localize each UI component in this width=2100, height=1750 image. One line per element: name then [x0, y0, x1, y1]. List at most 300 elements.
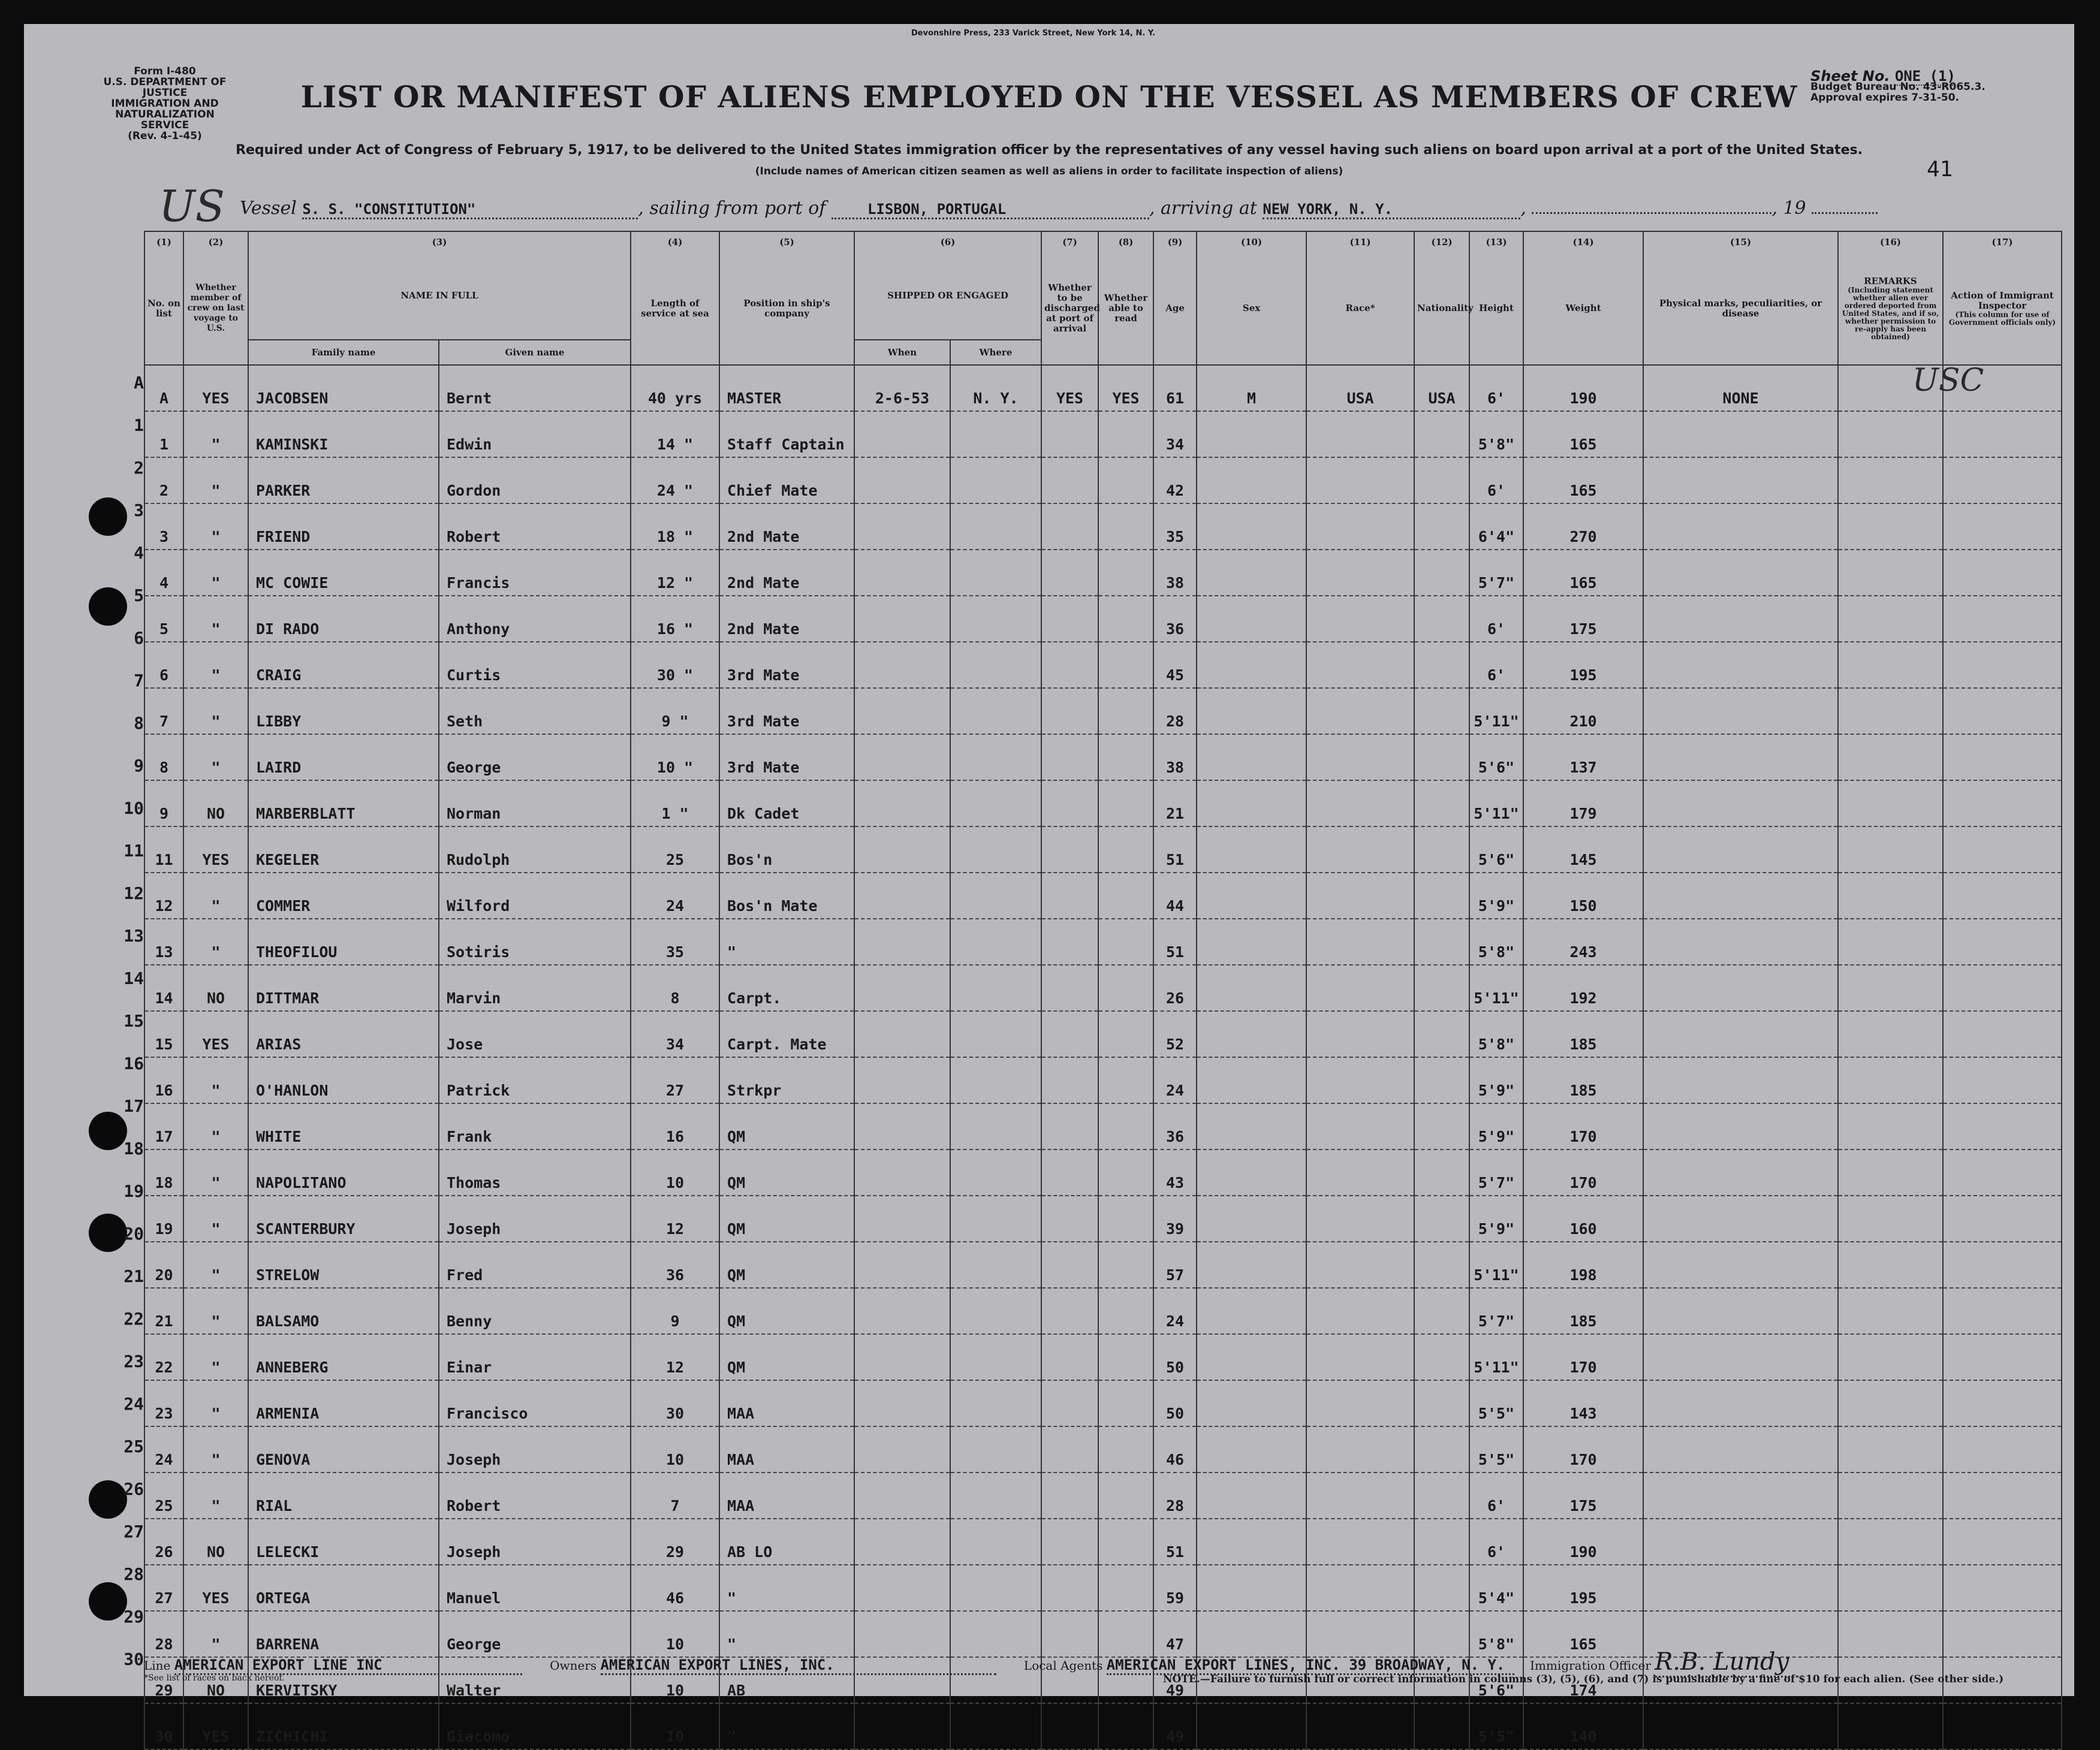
- cell-family-name: ZICHICHI: [248, 1703, 439, 1749]
- service: IMMIGRATION AND NATURALIZATION SERVICE: [111, 98, 219, 131]
- cell-race: [1306, 688, 1414, 734]
- cell-age: 44: [1153, 873, 1197, 919]
- cell-weight: 170: [1523, 1426, 1643, 1473]
- table-row: [144, 688, 2062, 734]
- cell-race: [1306, 411, 1414, 457]
- cell-given-name: Joseph: [439, 1519, 631, 1565]
- cell-race: [1306, 1057, 1414, 1103]
- cell-weight: 165: [1523, 411, 1643, 457]
- cell-physical-marks: [1643, 873, 1838, 919]
- cell-action: [1943, 1196, 2062, 1242]
- cell-physical-marks: [1643, 411, 1838, 457]
- cell-able-to-read: [1098, 965, 1153, 1011]
- cell-weight: 137: [1523, 734, 1643, 780]
- cell-race: [1306, 734, 1414, 780]
- penalty-note: NOTE.—Failure to furnish full or correct information in columns (3), (5), (6), and (7) is punishable by a fine of $10 for each alien. (See other side.): [1163, 1673, 2004, 1685]
- cell-discharged: [1041, 550, 1098, 596]
- cell-member: YES: [183, 365, 248, 411]
- cell-family-name: LIBBY: [248, 688, 439, 734]
- cell-service: 10: [631, 1611, 719, 1657]
- cell-weight: 185: [1523, 1011, 1643, 1057]
- cell-member: ": [183, 1103, 248, 1149]
- cell-position: Strkpr: [719, 1057, 854, 1103]
- cell-nationality: [1414, 965, 1469, 1011]
- cell-where: [950, 1334, 1041, 1380]
- header-given-name: Given name: [439, 340, 631, 365]
- cell-position: Dk Cadet: [719, 780, 854, 826]
- cell-nationality: [1414, 780, 1469, 826]
- cell-action: [1943, 688, 2062, 734]
- cell-race: [1306, 503, 1414, 550]
- cell-able-to-read: [1098, 826, 1153, 873]
- cell-given-name: Norman: [439, 780, 631, 826]
- cell-position: QM: [719, 1242, 854, 1288]
- cell-family-name: JACOBSEN: [248, 365, 439, 411]
- approval-expiry: Approval expires 7-31-50.: [1810, 92, 1960, 104]
- cell-discharged: [1041, 503, 1098, 550]
- cell-when: [854, 688, 950, 734]
- cell-race: [1306, 1426, 1414, 1473]
- table-row: [144, 596, 2062, 642]
- cell-action: [1943, 734, 2062, 780]
- cell-race: [1306, 965, 1414, 1011]
- cell-weight: 270: [1523, 503, 1643, 550]
- table-row: [144, 1380, 2062, 1426]
- cell-height: 6': [1469, 1519, 1523, 1565]
- cell-able-to-read: [1098, 1334, 1153, 1380]
- cell-service: 18 ": [631, 503, 719, 550]
- cell-sex: [1197, 1288, 1306, 1334]
- cell-remarks: [1838, 734, 1943, 780]
- cell-no: 7: [144, 688, 183, 734]
- cell-where: [950, 1519, 1041, 1565]
- line-label: Line: [144, 1658, 171, 1673]
- cell-no: 1: [144, 411, 183, 457]
- cell-sex: [1197, 1057, 1306, 1103]
- cell-nationality: [1414, 1103, 1469, 1149]
- cell-remarks: [1838, 1473, 1943, 1519]
- cell-sex: [1197, 1703, 1306, 1749]
- cell-physical-marks: [1643, 1519, 1838, 1565]
- cell-discharged: [1041, 873, 1098, 919]
- cell-remarks: [1838, 919, 1943, 965]
- table-row: [144, 734, 2062, 780]
- vessel-label: Vessel: [240, 198, 297, 219]
- cell-sex: [1197, 1565, 1306, 1611]
- sheet-info: [1810, 68, 2062, 104]
- table-row: [144, 1426, 2062, 1473]
- cell-sex: [1197, 642, 1306, 688]
- cell-weight: 185: [1523, 1057, 1643, 1103]
- date-blank: [1532, 212, 1771, 214]
- cell-member: NO: [183, 965, 248, 1011]
- handwritten-us-mark: US: [159, 181, 225, 231]
- cell-height: 6': [1469, 1473, 1523, 1519]
- cell-height: 5'7": [1469, 1149, 1523, 1196]
- table-row: [144, 1103, 2062, 1149]
- cell-no: 9: [144, 780, 183, 826]
- cell-no: 30: [144, 1703, 183, 1749]
- cell-nationality: [1414, 1011, 1469, 1057]
- cell-physical-marks: [1643, 1288, 1838, 1334]
- cell-nationality: [1414, 734, 1469, 780]
- cell-given-name: Joseph: [439, 1196, 631, 1242]
- cell-position: Chief Mate: [719, 457, 854, 503]
- cell-member: YES: [183, 826, 248, 873]
- cell-member: ": [183, 1057, 248, 1103]
- cell-family-name: BARRENA: [248, 1611, 439, 1657]
- cell-age: 52: [1153, 1011, 1197, 1057]
- cell-age: 24: [1153, 1057, 1197, 1103]
- cell-service: 27: [631, 1057, 719, 1103]
- cell-when: [854, 1703, 950, 1749]
- cell-weight: 170: [1523, 1334, 1643, 1380]
- cell-where: [950, 1103, 1041, 1149]
- cell-family-name: LELECKI: [248, 1519, 439, 1565]
- cell-nationality: [1414, 1565, 1469, 1611]
- margin-row-number: 30: [123, 1649, 144, 1669]
- cell-remarks: [1838, 1334, 1943, 1380]
- cell-race: [1306, 919, 1414, 965]
- cell-sex: [1197, 596, 1306, 642]
- cell-when: [854, 826, 950, 873]
- cell-height: 6': [1469, 365, 1523, 411]
- col-num: (10): [1197, 231, 1306, 252]
- owners-value: AMERICAN EXPORT LINES, INC.: [601, 1657, 996, 1675]
- col-num: (8): [1098, 231, 1153, 252]
- header-action: [1943, 252, 2062, 365]
- cell-where: [950, 1703, 1041, 1749]
- cell-discharged: [1041, 1149, 1098, 1196]
- cell-physical-marks: NONE: [1643, 365, 1838, 411]
- cell-height: 5'6": [1469, 826, 1523, 873]
- cell-physical-marks: [1643, 1334, 1838, 1380]
- cell-age: 43: [1153, 1149, 1197, 1196]
- cell-given-name: Seth: [439, 688, 631, 734]
- cell-given-name: Marvin: [439, 965, 631, 1011]
- officer-label: Immigration Officer: [1530, 1658, 1651, 1673]
- cell-position: 2nd Mate: [719, 550, 854, 596]
- cell-when: [854, 1149, 950, 1196]
- cell-service: 29: [631, 1519, 719, 1565]
- cell-position: QM: [719, 1334, 854, 1380]
- cell-weight: 192: [1523, 965, 1643, 1011]
- vessel-line: Vessel S. S. "CONSTITUTION" , sailing from port of LISBON, PORTUGAL , arriving at NEW YORK, N. Y. , , 19: [240, 198, 1878, 219]
- cell-position: 2nd Mate: [719, 503, 854, 550]
- cell-given-name: Rudolph: [439, 826, 631, 873]
- cell-physical-marks: [1643, 1057, 1838, 1103]
- cell-age: 50: [1153, 1334, 1197, 1380]
- cell-where: [950, 826, 1041, 873]
- cell-height: 5'9": [1469, 1057, 1523, 1103]
- table-row: [144, 1473, 2062, 1519]
- cell-nationality: [1414, 457, 1469, 503]
- cell-sex: [1197, 1103, 1306, 1149]
- col-num: (16): [1838, 231, 1943, 252]
- cell-remarks: [1838, 1703, 1943, 1749]
- cell-no: 2: [144, 457, 183, 503]
- cell-service: 12: [631, 1196, 719, 1242]
- cell-member: ": [183, 1149, 248, 1196]
- cell-able-to-read: [1098, 1103, 1153, 1149]
- margin-row-number: A: [134, 373, 144, 393]
- margin-row-number: 28: [123, 1564, 144, 1584]
- cell-sex: [1197, 1011, 1306, 1057]
- cell-where: [950, 965, 1041, 1011]
- cell-family-name: SCANTERBURY: [248, 1196, 439, 1242]
- cell-given-name: Benny: [439, 1288, 631, 1334]
- press-note: Devonshire Press, 233 Varick Street, New York 14, N. Y.: [911, 29, 1156, 38]
- cell-discharged: [1041, 965, 1098, 1011]
- cell-age: 34: [1153, 411, 1197, 457]
- cell-when: [854, 873, 950, 919]
- column-header-row: [144, 252, 2062, 340]
- cell-physical-marks: [1643, 1380, 1838, 1426]
- cell-physical-marks: [1643, 1426, 1838, 1473]
- crew-manifest-table: [144, 231, 2062, 1750]
- cell-sex: M: [1197, 365, 1306, 411]
- cell-nationality: [1414, 1196, 1469, 1242]
- cell-age: 57: [1153, 1242, 1197, 1288]
- cell-nationality: [1414, 642, 1469, 688]
- margin-row-number: 6: [134, 628, 144, 648]
- cell-action: [1943, 642, 2062, 688]
- cell-age: 50: [1153, 1380, 1197, 1426]
- header-name-in-full: NAME IN FULL: [248, 252, 631, 340]
- cell-age: 49: [1153, 1703, 1197, 1749]
- cell-weight: 195: [1523, 1565, 1643, 1611]
- cell-remarks: [1838, 1565, 1943, 1611]
- cell-height: 6': [1469, 642, 1523, 688]
- cell-remarks: [1838, 1103, 1943, 1149]
- table-row: [144, 1703, 2062, 1749]
- cell-age: 51: [1153, 919, 1197, 965]
- revision: (Rev. 4-1-45): [128, 130, 202, 142]
- cell-action: [1943, 1519, 2062, 1565]
- cell-nationality: [1414, 826, 1469, 873]
- cell-nationality: [1414, 1288, 1469, 1334]
- cell-when: [854, 1011, 950, 1057]
- cell-family-name: WHITE: [248, 1103, 439, 1149]
- cell-discharged: [1041, 1242, 1098, 1288]
- cell-race: [1306, 1242, 1414, 1288]
- cell-able-to-read: [1098, 1380, 1153, 1426]
- col-num: (13): [1469, 231, 1523, 252]
- cell-where: [950, 1380, 1041, 1426]
- sheet-number: [1810, 68, 2062, 85]
- cell-height: 5'5": [1469, 1426, 1523, 1473]
- cell-able-to-read: YES: [1098, 365, 1153, 411]
- table-row: [144, 642, 2062, 688]
- cell-when: [854, 503, 950, 550]
- cell-member: NO: [183, 1519, 248, 1565]
- cell-family-name: ANNEBERG: [248, 1334, 439, 1380]
- cell-action: [1943, 1103, 2062, 1149]
- col-num: (11): [1306, 231, 1414, 252]
- cell-position: ": [719, 919, 854, 965]
- cell-where: N. Y.: [950, 365, 1041, 411]
- cell-height: 5'8": [1469, 919, 1523, 965]
- header-weight: Weight: [1523, 252, 1643, 365]
- column-number-row: [144, 231, 2062, 252]
- cell-discharged: [1041, 1426, 1098, 1473]
- cell-age: 35: [1153, 503, 1197, 550]
- margin-row-number: 19: [123, 1181, 144, 1201]
- cell-given-name: Francis: [439, 550, 631, 596]
- cell-physical-marks: [1643, 1011, 1838, 1057]
- header-sex: Sex: [1197, 252, 1306, 365]
- cell-weight: 190: [1523, 1519, 1643, 1565]
- cell-when: [854, 1057, 950, 1103]
- cell-when: [854, 1196, 950, 1242]
- cell-member: ": [183, 688, 248, 734]
- cell-race: [1306, 1380, 1414, 1426]
- cell-weight: 175: [1523, 1473, 1643, 1519]
- table-row: [144, 1519, 2062, 1565]
- cell-discharged: [1041, 642, 1098, 688]
- cell-family-name: KAMINSKI: [248, 411, 439, 457]
- cell-remarks: [1838, 1519, 1943, 1565]
- cell-age: 51: [1153, 1519, 1197, 1565]
- cell-race: [1306, 1519, 1414, 1565]
- table-row: [144, 780, 2062, 826]
- cell-no: 25: [144, 1473, 183, 1519]
- cell-weight: 145: [1523, 826, 1643, 873]
- cell-position: ": [719, 1565, 854, 1611]
- cell-when: [854, 411, 950, 457]
- cell-action: [1943, 1011, 2062, 1057]
- cell-no: 16: [144, 1057, 183, 1103]
- cell-physical-marks: [1643, 550, 1838, 596]
- cell-action: [1943, 1149, 2062, 1196]
- cell-when: [854, 1103, 950, 1149]
- margin-row-number: 4: [134, 543, 144, 563]
- cell-nationality: [1414, 1519, 1469, 1565]
- cell-able-to-read: [1098, 1011, 1153, 1057]
- cell-member: ": [183, 1380, 248, 1426]
- cell-discharged: [1041, 411, 1098, 457]
- cell-remarks: [1838, 596, 1943, 642]
- cell-given-name: Patrick: [439, 1057, 631, 1103]
- cell-service: 10 ": [631, 734, 719, 780]
- margin-row-number: 27: [123, 1522, 144, 1541]
- cell-weight: 165: [1523, 550, 1643, 596]
- cell-where: [950, 734, 1041, 780]
- cell-age: 21: [1153, 780, 1197, 826]
- header-family-name: Family name: [248, 340, 439, 365]
- cell-height: 6': [1469, 596, 1523, 642]
- cell-race: [1306, 1334, 1414, 1380]
- col-num: (2): [183, 231, 248, 252]
- table-row: [144, 1196, 2062, 1242]
- cell-remarks: [1838, 780, 1943, 826]
- col-num: (1): [144, 231, 183, 252]
- cell-where: [950, 1473, 1041, 1519]
- cell-given-name: Robert: [439, 1473, 631, 1519]
- cell-race: [1306, 1288, 1414, 1334]
- cell-height: 5'8": [1469, 1611, 1523, 1657]
- arriving-label: arriving at: [1161, 198, 1257, 219]
- cell-position: 3rd Mate: [719, 688, 854, 734]
- col-num: (4): [631, 231, 719, 252]
- cell-when: [854, 1565, 950, 1611]
- cell-physical-marks: [1643, 1103, 1838, 1149]
- inclusion-note: (Include names of American citizen seamen as well as aliens in order to facilitate inspection of aliens): [755, 165, 1343, 177]
- cell-service: 12: [631, 1334, 719, 1380]
- sailing-label: sailing from port of: [649, 198, 826, 219]
- cell-age: 28: [1153, 688, 1197, 734]
- cell-position: AB: [719, 1657, 854, 1703]
- cell-weight: 195: [1523, 642, 1643, 688]
- cell-position: Bos'n Mate: [719, 873, 854, 919]
- cell-member: ": [183, 503, 248, 550]
- header-height: Height: [1469, 252, 1523, 365]
- cell-action: [1943, 826, 2062, 873]
- cell-age: 38: [1153, 734, 1197, 780]
- cell-physical-marks: [1643, 965, 1838, 1011]
- cell-sex: [1197, 873, 1306, 919]
- cell-able-to-read: [1098, 1242, 1153, 1288]
- cell-when: [854, 780, 950, 826]
- cell-where: [950, 1288, 1041, 1334]
- cell-age: 39: [1153, 1196, 1197, 1242]
- cell-sex: [1197, 1334, 1306, 1380]
- cell-no: 26: [144, 1519, 183, 1565]
- cell-service: 10: [631, 1657, 719, 1703]
- cell-no: 6: [144, 642, 183, 688]
- cell-no: 22: [144, 1334, 183, 1380]
- margin-row-number: 12: [123, 883, 144, 903]
- cell-sex: [1197, 503, 1306, 550]
- cell-remarks: [1838, 1288, 1943, 1334]
- cell-race: [1306, 1565, 1414, 1611]
- cell-age: 49: [1153, 1657, 1197, 1703]
- cell-physical-marks: [1643, 826, 1838, 873]
- cell-race: [1306, 780, 1414, 826]
- cell-able-to-read: [1098, 1519, 1153, 1565]
- header-where: Where: [950, 340, 1041, 365]
- cell-remarks: [1838, 550, 1943, 596]
- cell-able-to-read: [1098, 919, 1153, 965]
- margin-row-number: 20: [123, 1224, 144, 1244]
- cell-physical-marks: [1643, 1149, 1838, 1196]
- cell-family-name: O'HANLON: [248, 1057, 439, 1103]
- cell-discharged: [1041, 1288, 1098, 1334]
- cell-discharged: [1041, 1196, 1098, 1242]
- margin-row-number: 24: [123, 1394, 144, 1414]
- cell-height: 5'9": [1469, 1196, 1523, 1242]
- cell-family-name: MARBERBLATT: [248, 780, 439, 826]
- cell-given-name: Bernt: [439, 365, 631, 411]
- cell-action: [1943, 1473, 2062, 1519]
- cell-family-name: THEOFILOU: [248, 919, 439, 965]
- cell-age: 26: [1153, 965, 1197, 1011]
- cell-remarks: [1838, 1426, 1943, 1473]
- row-number-margin: [78, 361, 144, 1680]
- cell-remarks: [1838, 1011, 1943, 1057]
- cell-member: ": [183, 596, 248, 642]
- cell-given-name: Walter: [439, 1657, 631, 1703]
- col-num: (14): [1523, 231, 1643, 252]
- cell-no: 20: [144, 1242, 183, 1288]
- cell-height: 5'6": [1469, 734, 1523, 780]
- cell-action: [1943, 596, 2062, 642]
- cell-where: [950, 642, 1041, 688]
- cell-nationality: [1414, 1149, 1469, 1196]
- cell-race: [1306, 1196, 1414, 1242]
- cell-service: 10: [631, 1703, 719, 1749]
- cell-sex: [1197, 965, 1306, 1011]
